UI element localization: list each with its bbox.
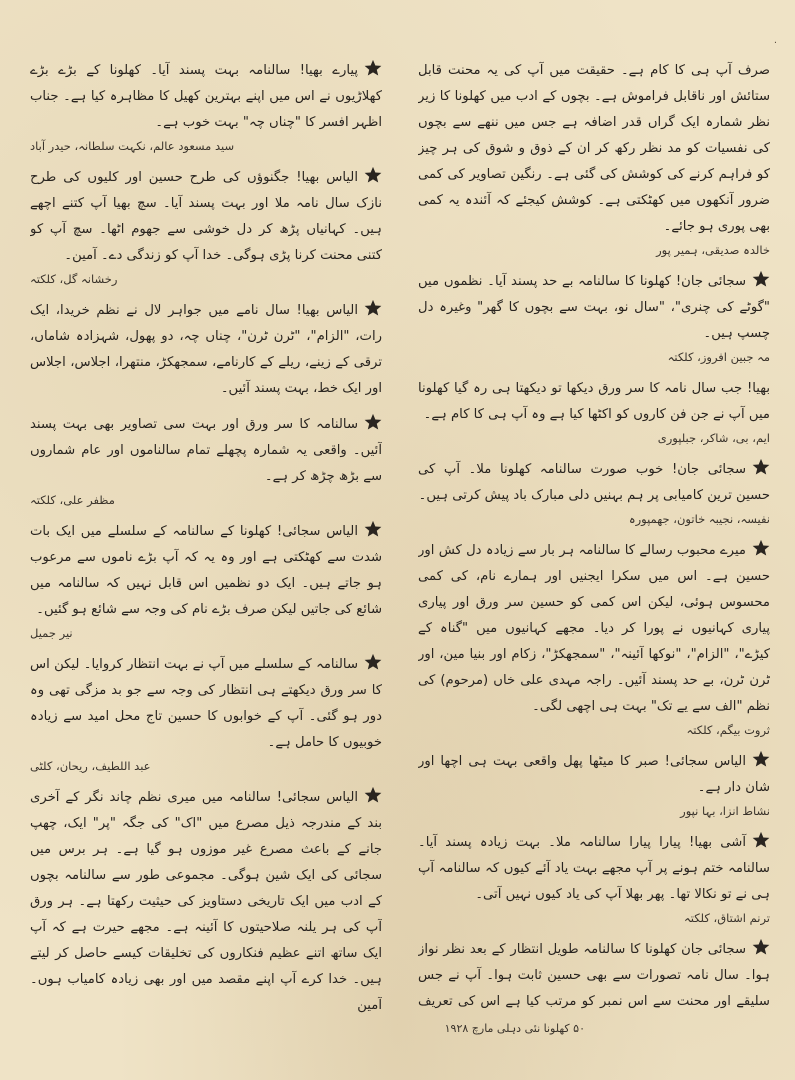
page-footer — [445, 1022, 585, 1035]
letter-signature: نیر جمیل — [30, 626, 73, 640]
letter-signature: ترنم اشتاق، کلکتہ — [684, 911, 770, 925]
letter-entry — [30, 412, 382, 509]
letter-body — [418, 937, 770, 1018]
letter-text: سجائی جان! خوب صورت سالنامہ کھلونا ملا۔ آپ کی حسین ترین کامیابی پر ہم بہنیں دلی مبارک باد پیش کرتی ہیں۔ — [418, 462, 770, 503]
letter-body — [418, 830, 770, 908]
star-bullet-icon — [364, 786, 382, 804]
letter-text: پیارے بھیا! سالنامہ بہت پسند آیا۔ کھلونا کے بڑے بڑے کھلاڑیوں نے اس میں اپنے بہترین کھیل کا مظاہرہ کیا ہے۔ جناب اظہر افسر کا "چناں چہ" بہت خوب ہے۔ — [30, 63, 382, 130]
letter-body — [418, 538, 770, 720]
letter-body — [30, 412, 382, 490]
letter-signature: خالدہ صدیقی، ہمیر پور — [656, 243, 770, 257]
star-bullet-icon — [364, 413, 382, 431]
letter-text: آشی بھیا! پیارا پیارا سالنامہ ملا۔ بہت زیادہ پسند آیا۔ سالنامہ ختم ہونے پر آپ مجھے بہت یاد آئے کیوں کہ سالنامہ آپ ہی نے تو نکالا تھا۔ پھر بھلا آپ کی یاد کیوں نہیں آتی۔ — [418, 835, 770, 902]
letter-body — [30, 58, 382, 136]
letter-signature: سید مسعود عالم، نکہت سلطانہ، حیدر آباد — [30, 139, 235, 153]
letter-text: سجائی جان کھلونا کا سالنامہ طویل انتظار کے بعد نظر نواز ہوا۔ سال نامہ تصورات سے بھی حسین ثابت ہوا۔ آپ نے جس سلیقے اور محنت سے اس نمبر کو مرتب کیا ہے اس کی تعریف — [418, 942, 770, 1009]
letter-body — [418, 269, 770, 347]
letter-entry — [418, 457, 770, 528]
letter-body — [418, 457, 770, 509]
right-column — [418, 58, 770, 1018]
letter-entry — [418, 269, 770, 366]
letter-text: صرف آپ ہی کا کام ہے۔ حقیقت میں آپ کی یہ محنت قابل ستائش اور ناقابل فراموش ہے۔ بچوں کے ادب میں کھلونا کا زیر نظر شمارہ ایک گراں قدر اضافہ ہے جس میں ننھے سے بچوں کی نفسیات کو مد نظر رکھ کر ان کے ذوق و شوق کی ہر چیز کو فراہم کرنے کی کوشش کی گئی ہے۔ رنگین تصاویر کی کمی ضرور آنکھوں میں کھٹکتی ہے۔ کوشش کیجئے کہ آئندہ یہ کمی بھی پوری ہو جائے۔ — [418, 63, 770, 234]
letter-signature: عبد اللطیف، ریحان، کلٹی — [30, 759, 151, 773]
letter-entry — [418, 538, 770, 739]
star-bullet-icon — [364, 520, 382, 538]
letter-body — [30, 785, 382, 1018]
star-bullet-icon — [752, 539, 770, 557]
star-bullet-icon — [752, 750, 770, 768]
star-bullet-icon — [364, 59, 382, 77]
star-bullet-icon — [752, 938, 770, 956]
letter-signature: ایم، بی، شاکر، جبلپوری — [657, 431, 770, 445]
letter-text: الیاس بھیا! سال نامے میں جواہر لال نے نظم خریدا، ایک رات، "الزام"، "ٹرن ٹرن"، چناں چہ، دو پھول، شہزادہ شاماں، ترقی کے زینے، ریلے کے کارنامے، سمجھکڑ، منتھرا، اجلاس، اجلاس اور ایک خط، بہت پسند آئیں۔ — [30, 303, 382, 396]
letter-text: الیاس سجائی! سالنامہ میں میری نظم چاند نگر کے آخری بند کے مندرجہ ذیل مصرع میں "اک" کی جگہ "پر" ایک، چھپ جانے کے باعث مصرع غیر موزوں ہو گیا ہے۔ ہر برس میں سجائی کی ایک شین ہوگی۔ مجموعی طور سے سالنامہ بچوں کے ادب میں ایک تاریخی دستاویز کی حیثیت رکھتا ہے۔ ہر ورق آپ کی ہر یلنہ صلاحیتوں کا آئینہ ہے۔ مجھے حیرت ہے کہ آپ ایک ساتھ اتنے عظیم فنکاروں کی تخلیقات کیسے حاصل کر لیتے ہیں۔ خدا کرے آپ اپنے مقصد میں اور بھی زیادہ کامیاب ہوں۔ آمین — [30, 790, 382, 1013]
star-bullet-icon — [364, 653, 382, 671]
letters-page — [30, 58, 770, 1018]
letter-text: سجائی جان! کھلونا کا سالنامہ بے حد پسند آیا۔ نظموں میں "گوٹے کی چنری"، "سال نو، بہت سے بچوں کا گھر" وغیرہ دل چسپ ہیں۔ — [418, 274, 770, 341]
letter-body — [30, 652, 382, 756]
star-bullet-icon — [752, 270, 770, 288]
letter-signature: نشاط انزا، بہا نپور — [680, 804, 770, 818]
corner-mark: · — [773, 38, 777, 49]
letter-body — [418, 58, 770, 240]
letter-entry — [418, 749, 770, 820]
letter-body — [30, 165, 382, 269]
letter-text: الیاس سجائی! صبر کا میٹھا پھل واقعی بہت ہی اچھا اور شان دار ہے۔ — [418, 754, 770, 795]
letter-body — [418, 749, 770, 801]
letter-entry — [30, 785, 382, 1018]
letter-entry — [418, 937, 770, 1018]
letter-body — [418, 376, 770, 428]
letter-text: الیاس بھیا! جگنوؤں کی طرح حسین اور کلیوں کی طرح نازک سال نامہ ملا اور بہت پسند آیا۔ سچ بھیا آپ کتنے اچھے ہیں۔ کہانیاں پڑھ کر دل خوشی سے جھوم اٹھا۔ سچ آپ کو کتنی محنت کرنا پڑی ہوگی۔ خدا آپ کو زندگی دے۔ آمین۔ — [30, 170, 382, 263]
letter-entry — [30, 652, 382, 775]
letter-text: سالنامہ کا سر ورق اور بہت سی تصاویر بھی بہت پسند آئیں۔ واقعی یہ شمارہ پچھلے تمام سالناموں اور عام شماروں سے بڑھ چڑھ کر ہے۔ — [30, 417, 382, 484]
letter-signature: ثروت بیگم، کلکتہ — [686, 723, 770, 737]
letter-text: بھیا! جب سال نامہ کا سر ورق دیکھا تو دیکھتا ہی رہ گیا کھلونا میں آپ نے جن فن کاروں کو اکٹھا کیا ہے وہ آپ ہی کا کام ہے۔ — [418, 381, 770, 422]
letter-entry — [418, 830, 770, 927]
left-column — [30, 58, 382, 1018]
letter-signature: نفیسہ، نجیبہ خاتون، جھمپورہ — [628, 512, 770, 526]
letter-entry — [30, 519, 382, 642]
letter-signature: رخشانہ گل، کلکتہ — [30, 272, 118, 286]
letter-signature: مہ جبین افروز، کلکتہ — [667, 350, 770, 364]
footer-text: ۵۰ کھلونا نئی دہلی مارچ ۱۹۲۸ — [444, 1022, 585, 1035]
letter-entry — [418, 376, 770, 447]
letter-text: الیاس سجائی! کھلونا کے سالنامہ کے سلسلے میں ایک بات شدت سے کھٹکتی ہے اور وہ یہ کہ آپ بڑے ناموں سے مرعوب ہو جاتے ہیں۔ ایک دو نظمیں اس قابل نہیں کہ سالنامہ میں شائع کی جاتیں لیکن صرف بڑے نام کی وجہ سے شائع ہو گئیں۔ — [30, 524, 382, 617]
star-bullet-icon — [752, 458, 770, 476]
letter-entry — [30, 165, 382, 288]
letter-entry — [30, 298, 382, 402]
letter-entry — [30, 58, 382, 155]
letter-text: میرے محبوب رسالے کا سالنامہ ہر بار سے زیادہ دل کش اور حسین ہے۔ اس میں سکرا ایجنیں اور ہمارے نام، کی کمی محسوس ہوئی، لیکن اس کمی کو حسین سر ورق اور پیاری پیاری کہانیوں نے پورا کر دیا۔ مجھے کہانیوں میں "گناہ کے کیڑے"، "الزام"، "نوکھا آئینہ"، "سمجھکڑ"، زکام اور بنیا مین، اور ٹرن ٹرن، بے حد پسند آئیں۔ راجہ مہدی علی خاں (مرحوم) کی نظم "الف سے یے تک" بہت ہی اچھی لگی۔ — [418, 543, 770, 714]
star-bullet-icon — [752, 831, 770, 849]
star-bullet-icon — [364, 166, 382, 184]
letter-text: سالنامہ کے سلسلے میں آپ نے بہت انتظار کروایا۔ لیکن اس کا سر ورق دیکھتے ہی انتظار کی وجہ سے جو بد مزگی تھی وہ دور ہو گئی۔ آپ کے خوابوں کا حسین تاج محل امید سے زیادہ خوبیوں کا حامل ہے۔ — [30, 657, 382, 750]
letter-body — [30, 519, 382, 623]
letter-signature: مظفر علی، کلکتہ — [30, 493, 115, 507]
letter-body — [30, 298, 382, 402]
star-bullet-icon — [364, 299, 382, 317]
letter-entry — [418, 58, 770, 259]
